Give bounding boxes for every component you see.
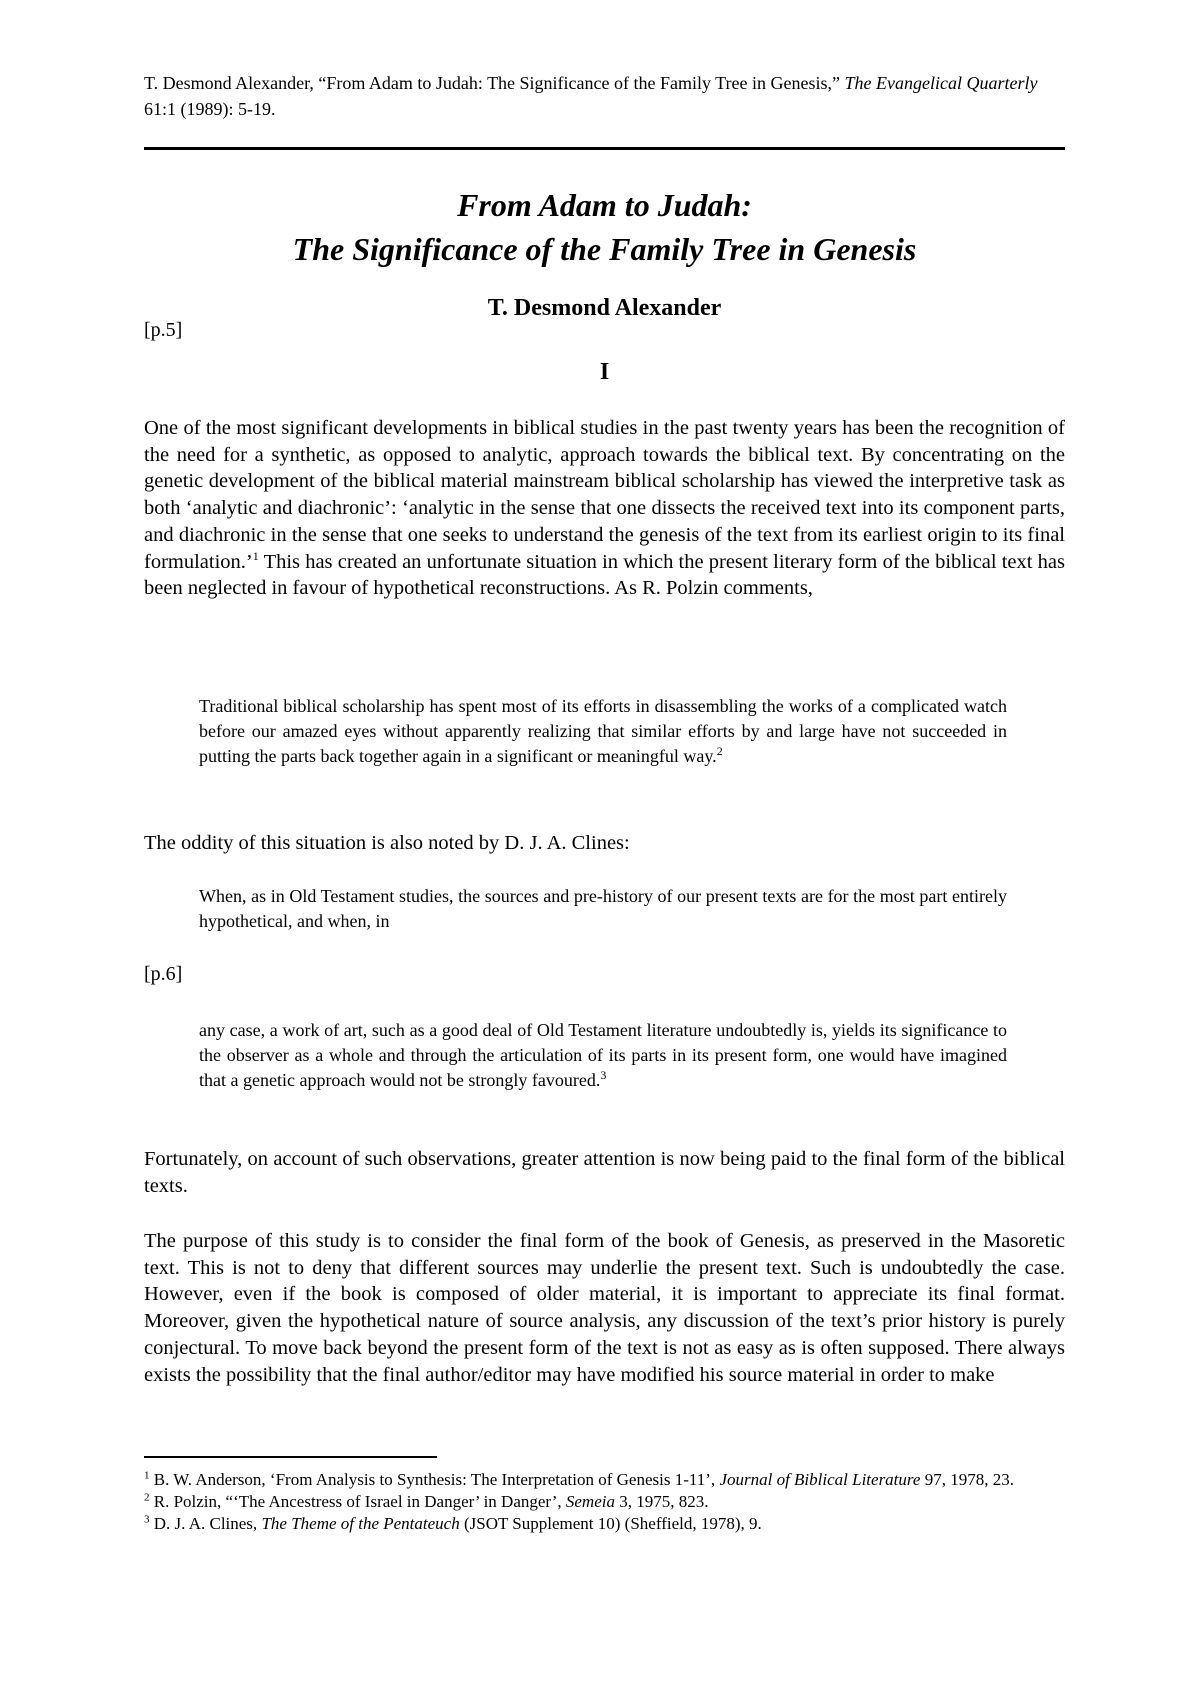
paragraph-1-text-cont: This has created an unfortunate situation in which the present literary form of the biblical text has been neglected in favour of hypothetical reconstructions. As R. Polzin comments, — [144, 550, 1065, 600]
footnote-1 — [144, 1469, 1065, 1491]
paragraph-1-text: One of the most significant developments in biblical studies in the past twenty years has been the recognition of the need for a synthetic, as opposed to analytic, approach towards the biblical text. By concentrating on the genetic development of the biblical material mainstream biblical scholarship has viewed the interpretive task as both ‘analytic and diachronic’: ‘analytic in the sense that one dissects the received text into its component parts, and diachronic in the sense that one seeks to understand the genesis of the text from its earliest origin to its final formulation.’ — [144, 417, 1065, 573]
footnote-journal: Journal of Biblical Literature — [719, 1470, 921, 1489]
footnote-text: R. Polzin, “‘The Ancestress of Israel in Danger’ in Danger’, — [149, 1492, 566, 1511]
footnote-journal: Semeia — [565, 1492, 615, 1511]
footnote-ref-3[interactable]: 3 — [600, 1068, 607, 1082]
page-marker-6: [p.6] — [144, 963, 183, 985]
footnote-text-end: 3, 1975, 823. — [614, 1492, 709, 1511]
block-quote-1 — [199, 694, 1007, 769]
article-title — [144, 183, 1065, 271]
block-quote-2-part-1: When, as in Old Testament studies, the sources and pre-history of our present texts are for the most part entirely hypothetical, and when, in — [199, 886, 1007, 931]
footnote-ref-1[interactable]: 1 — [252, 548, 259, 563]
citation-header — [144, 70, 1064, 122]
block-quote-2-text: any case, a work of art, such as a good deal of Old Testament literature undoubtedly is, yields its significance to the observer as a whole and through the articulation of its parts in its present form, one would have imagined that a genetic approach would not be strongly favoured. — [199, 1020, 1007, 1090]
title-line-2: The Significance of the Family Tree in Genesis — [292, 231, 917, 267]
footnote-number: 3 — [144, 1513, 150, 1526]
footnote-2 — [144, 1491, 1065, 1513]
section-heading: I — [599, 359, 610, 385]
footnote-divider — [144, 1456, 437, 1458]
article-author: T. Desmond Alexander — [487, 295, 722, 321]
footnotes — [144, 1469, 1065, 1535]
citation-author-title: T. Desmond Alexander, “From Adam to Judah: The Significance of the Family Tree in Genesis,” — [144, 73, 845, 93]
citation-details: 61:1 (1989): 5-19. — [144, 99, 276, 119]
block-quote-1-text: Traditional biblical scholarship has spent most of its efforts in disassembling the works of a complicated watch before our amazed eyes without apparently realizing that similar efforts by and large have not succeeded in putting the parts back together again in a significant or meaningful way. — [199, 696, 1007, 766]
footnote-ref-2[interactable]: 2 — [716, 744, 723, 758]
paragraph-4: The purpose of this study is to consider the final form of the book of Genesis, as preserved in the Masoretic text. This is not to deny that different sources may underlie the present text. Such is undoubtedly the case. However, even if the book is composed of older material, it is important to appreciate its final format. Moreover, given the hypothetical nature of source analysis, any discussion of the text’s prior history is purely conjectural. To move back beyond the present form of the text is not as easy as is often supposed. There always exists the possibility that the final author/editor may have modified his source material in order to make — [144, 1230, 1065, 1386]
paragraph-3: Fortunately, on account of such observations, greater attention is now being paid to the final form of the biblical texts. — [144, 1148, 1065, 1197]
footnote-number: 1 — [144, 1469, 150, 1482]
paragraph-1 — [144, 415, 1065, 602]
footnote-text-end: (JSOT Supplement 10) (Sheffield, 1978), 9. — [459, 1514, 762, 1533]
block-quote-2-part-2 — [199, 1018, 1007, 1093]
footnote-text: B. W. Anderson, ‘From Analysis to Synthesis: The Interpretation of Genesis 1-11’, — [149, 1470, 720, 1489]
footnote-text-end: 97, 1978, 23. — [920, 1470, 1014, 1489]
footnote-text: D. J. A. Clines, — [149, 1514, 262, 1533]
footnote-number: 2 — [144, 1491, 150, 1504]
header-divider — [144, 147, 1065, 150]
footnote-3 — [144, 1513, 1065, 1535]
citation-journal: The Evangelical Quarterly — [844, 73, 1038, 93]
page-marker-5: [p.5] — [144, 319, 183, 341]
paragraph-2: The oddity of this situation is also noted by D. J. A. Clines: — [144, 832, 630, 854]
title-line-1: From Adam to Judah: — [457, 187, 752, 223]
footnote-book-title: The Theme of the Pentateuch — [261, 1514, 460, 1533]
